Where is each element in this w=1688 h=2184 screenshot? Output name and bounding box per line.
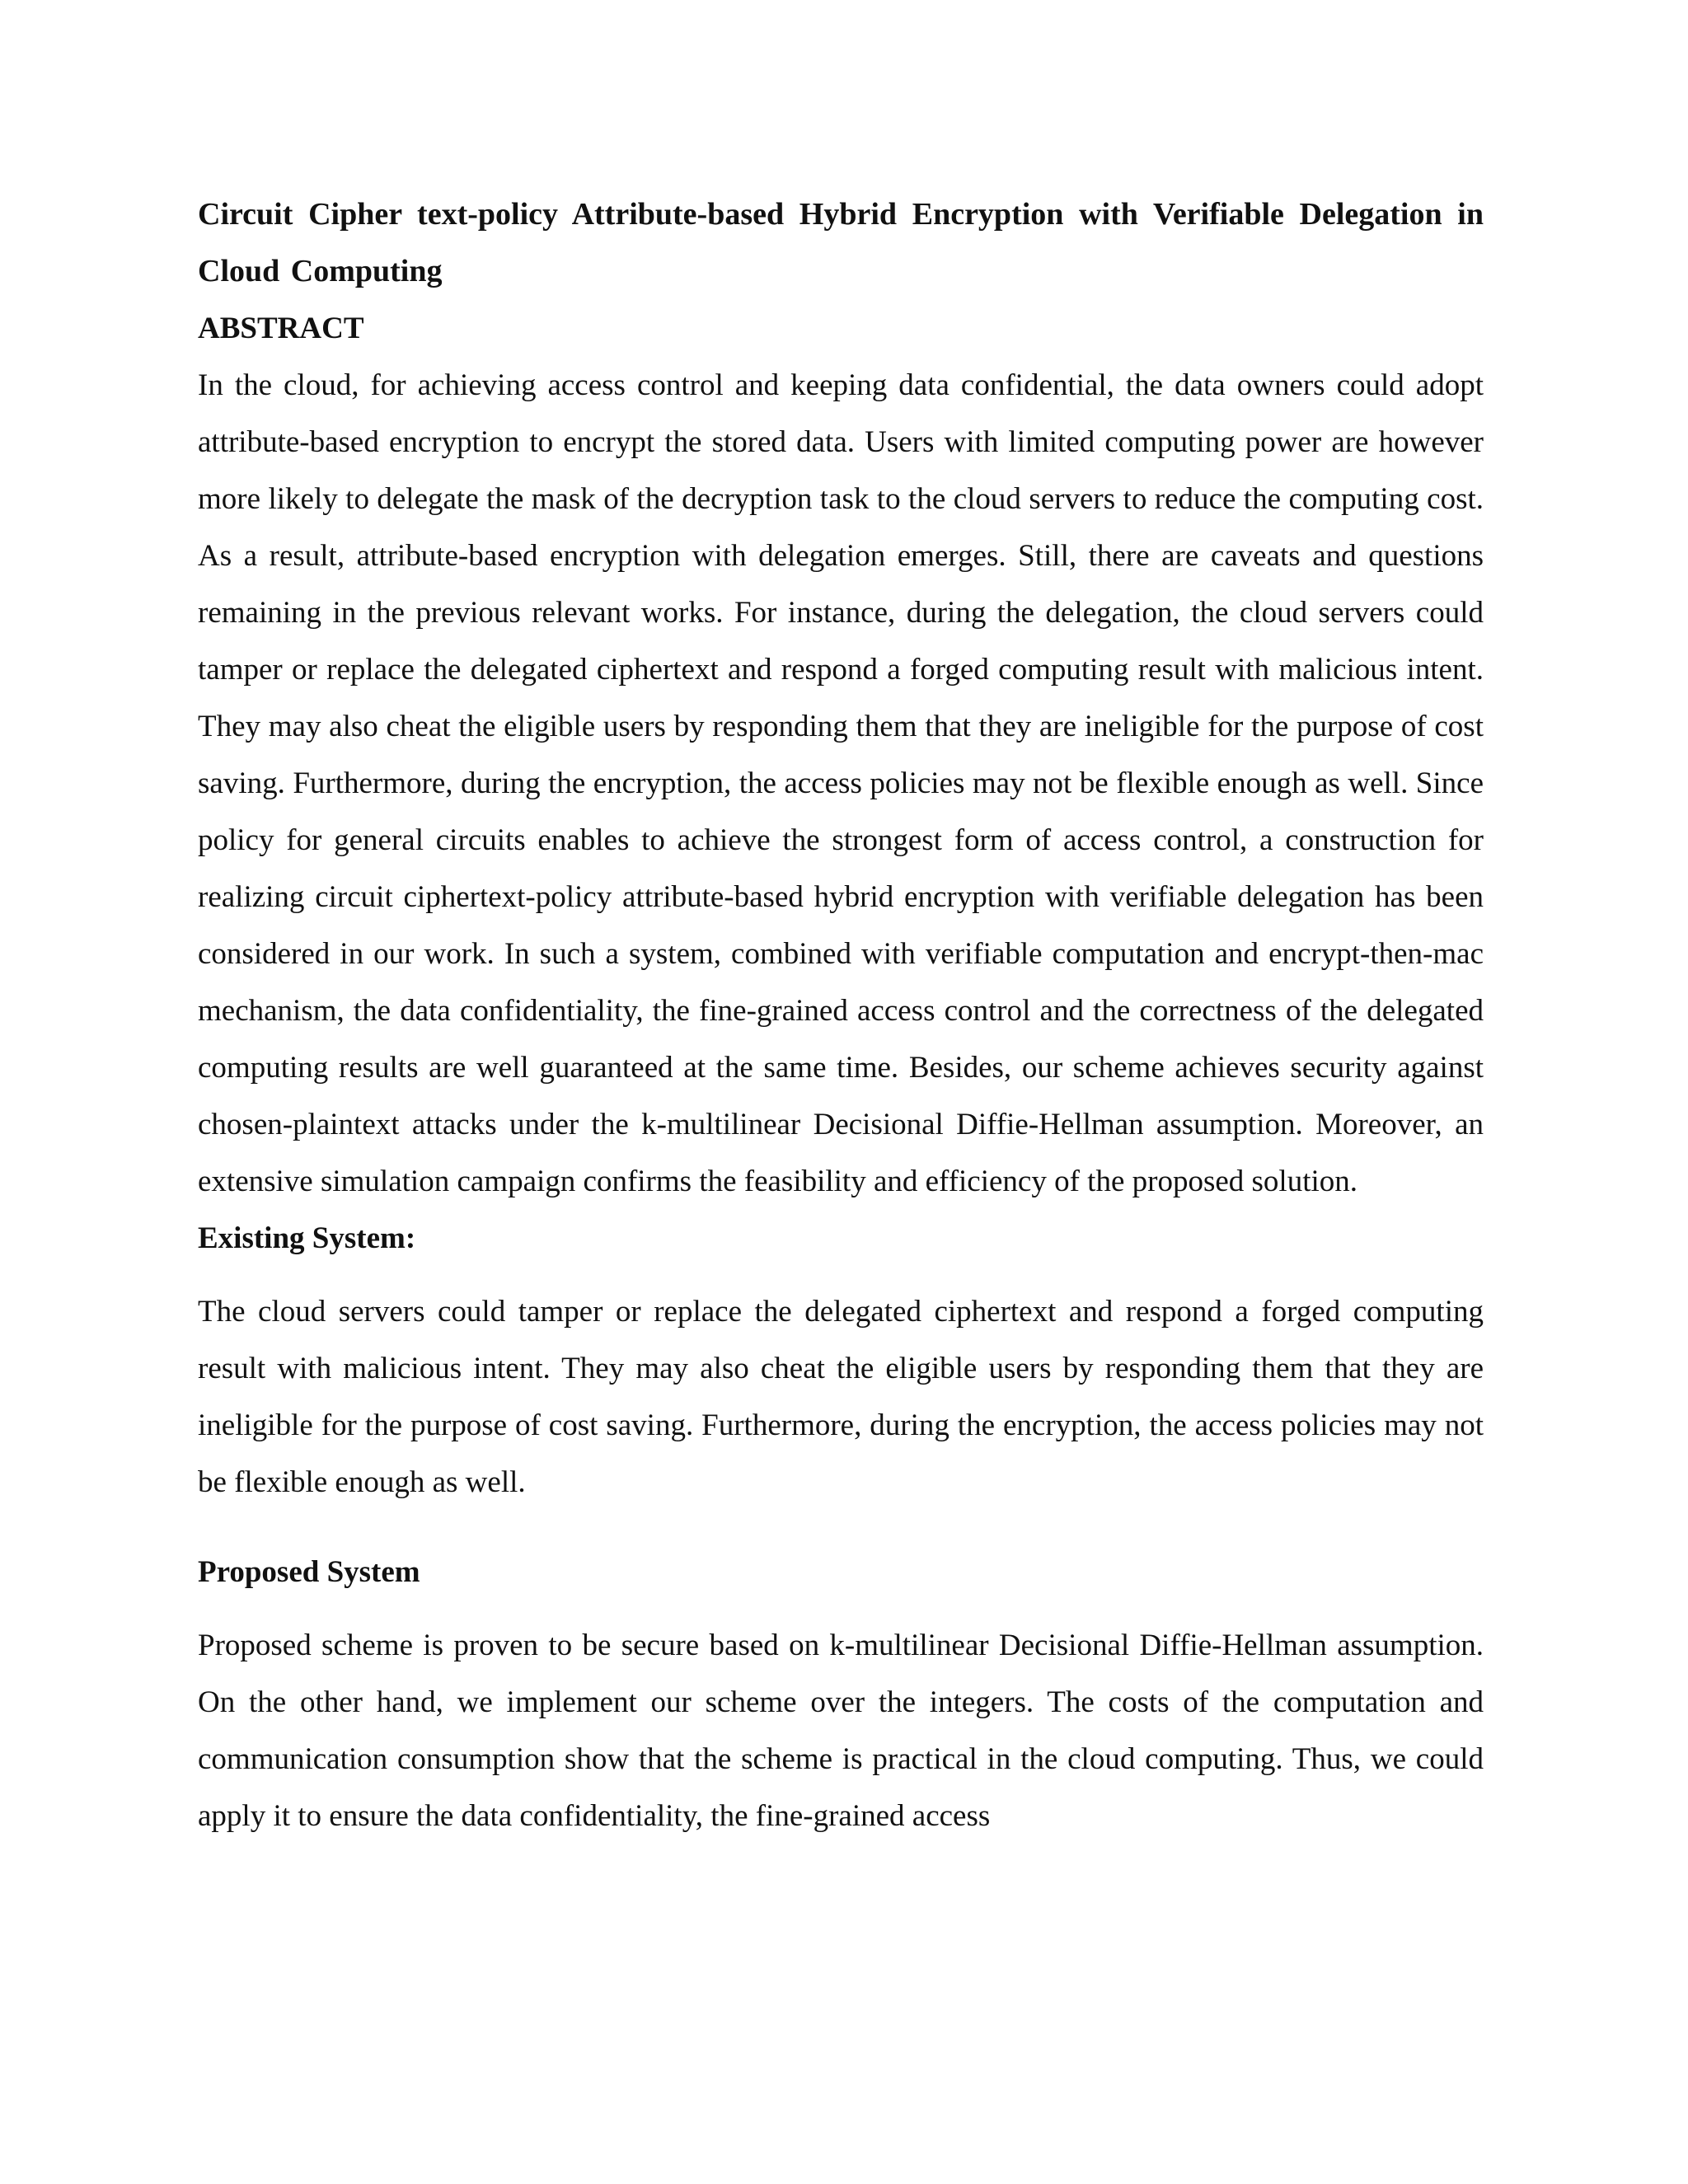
proposed-system-heading: Proposed System [198,1555,420,1589]
proposed-system-paragraph: Proposed scheme is proven to be secure based on k-multilinear Decisional Diffie-Hellman assumption. On the other hand, we implement our scheme over the integers. The costs of the computation and communication consumption show that the scheme is practical in the cloud computing. Thus, we could apply it to ensure the data confidentiality, the fine-grained access [198,1629,1484,1833]
document-title: Circuit Cipher text-policy Attribute-based Hybrid Encryption with Verifiable Delegation in Cloud Computing [198,197,1484,288]
existing-system-paragraph: The cloud servers could tamper or replace the delegated ciphertext and respond a forged computing result with malicious intent. They may also cheat the eligible users by responding them that they are ineligible for the purpose of cost saving. Furthermore, during the encryption, the access policies may not be flexible enough as well. [198,1295,1484,1499]
spacer [198,1601,1484,1617]
existing-system-heading: Existing System: [198,1221,416,1255]
spacer [198,1511,1484,1544]
abstract-heading: ABSTRACT [198,312,364,345]
document-body [198,186,1484,1844]
abstract-paragraph: In the cloud, for achieving access control and keeping data confidential, the data owners could adopt attribute-based encryption to encrypt the stored data. Users with limited computing power are however more likely to delegate the mask of the decryption task to the cloud servers to reduce the computing cost. As a result, attribute-based encryption with delegation emerges. Still, there are caveats and questions remaining in the previous relevant works. For instance, during the delegation, the cloud servers could tamper or replace the delegated ciphertext and respond a forged computing result with malicious intent. They may also cheat the eligible users by responding them that they are ineligible for the purpose of cost saving. Furthermore, during the encryption, the access policies may not be flexible enough as well. Since policy for general circuits enables to achieve the strongest form of access control, a construction for realizing circuit ciphertext-policy attribute-based hybrid encryption with verifiable delegation has been considered in our work. In such a system, combined with verifiable computation and encrypt-then-mac mechanism, the data confidentiality, the fine-grained access control and the correctness of the delegated computing results are well guaranteed at the same time. Besides, our scheme achieves security against chosen-plaintext attacks under the k-multilinear Decisional Diffie-Hellman assumption. Moreover, an extensive simulation campaign confirms the feasibility and efficiency of the proposed solution. [198,368,1484,1198]
spacer [198,1267,1484,1283]
